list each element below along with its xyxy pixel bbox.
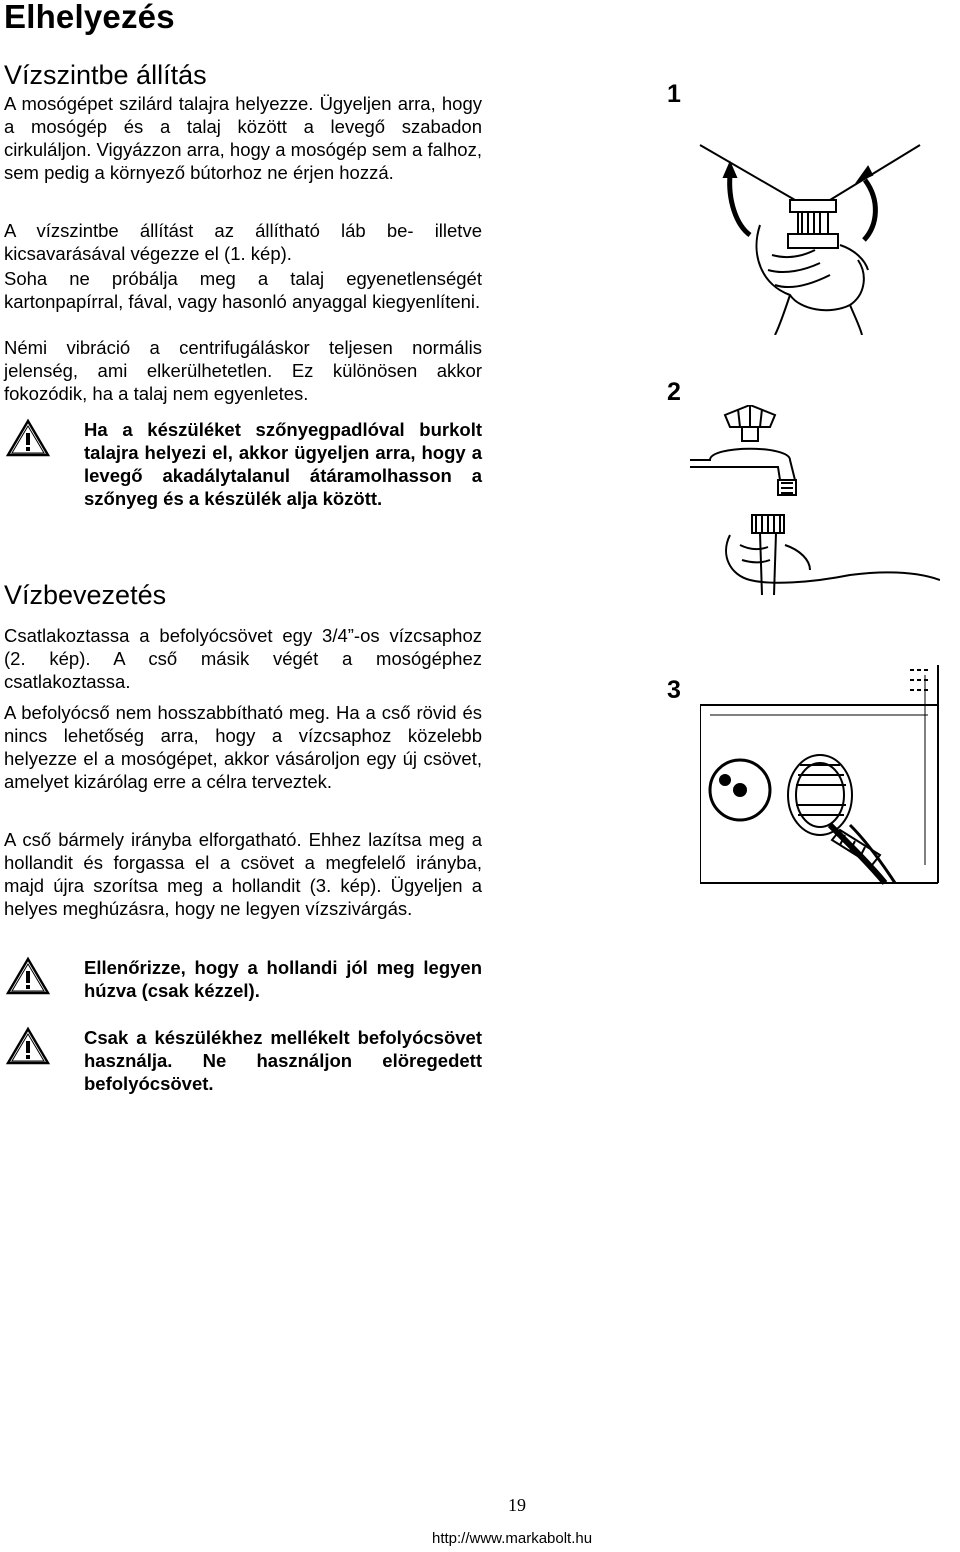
figure-hose-connection-illustration [700, 665, 940, 885]
section-heading-leveling: Vízszintbe állítás [4, 60, 207, 90]
footer-url[interactable]: http://www.markabolt.hu [432, 1530, 593, 1547]
figure-number: 1 [667, 80, 681, 108]
warning-triangle-icon [6, 1026, 50, 1066]
paragraph-no-cardboard: Soha ne próbálja meg a talaj egyenetlenségét kartonpapírral, fával, vagy hasonló anyaggal kiegyenlíteni. [4, 268, 482, 312]
page-number: 19 [508, 1495, 526, 1515]
page-title: Elhelyezés [4, 0, 175, 35]
paragraph-placement: A mosógépet szilárd talajra helyezze. Ügyeljen arra, hogy a mosógép és a talaj között a levegő szabadon cirkuláljon. Vigyázzon arra, hogy a mosógép sem a falhoz, sem pedig a környező bútorhoz ne érjen hozzá. [4, 93, 482, 183]
section-heading-water-inlet: Vízbevezetés [4, 580, 167, 610]
warning-triangle-icon [6, 956, 50, 996]
paragraph-connect-hose: Csatlakoztassa a befolyócsövet egy 3/4”-os vízcsaphoz (2. kép). A cső másik végét a mosógéphez csatlakoztassa. [4, 625, 482, 692]
warning-tighten-by-hand: Ellenőrizze, hogy a hollandi jól meg legyen húzva (csak kézzel). [84, 957, 482, 1001]
figure-leveling-foot-illustration [690, 105, 940, 335]
paragraph-leveling-feet: A vízszintbe állítást az állítható láb be- illetve kicsavarásával végezze el (1. kép). [4, 220, 482, 264]
paragraph-hose-extension: A befolyócső nem hosszabbítható meg. Ha a cső rövid és nincs lehetőség arra, hogy a vízcsaphoz közelebb helyezze el a mosógépet, akkor vásároljon egy új csövet, amelyet kizárólag erre a célra terveztek. [4, 702, 482, 792]
paragraph-vibration: Némi vibráció a centrifugáláskor teljesen normális jelenség, ami elkerülhetetlen. Ez különösen akkor fokozódik, ha a talaj nem egyenletes. [4, 337, 482, 404]
figure-number: 2 [667, 378, 681, 406]
warning-triangle-icon [6, 418, 50, 458]
warning-carpet: Ha a készüléket szőnyegpadlóval burkolt talajra helyezi el, akkor ügyeljen arra, hogy a levegő akadálytalanul átáramolhasson a szőnyeg és a készülék alja között. [84, 419, 482, 509]
figure-number: 3 [667, 676, 681, 704]
warning-use-supplied-hose: Csak a készülékhez mellékelt befolyócsövet használja. Ne használjon elöregedett befolyócsövet. [84, 1027, 482, 1094]
paragraph-hose-rotation: A cső bármely irányba elforgatható. Ehhez lazítsa meg a hollandit és forgassa el a csövet a megfelelő irányba, majd újra szorítsa meg a hollandit (3. kép). Ügyeljen a helyes meghúzásra, hogy ne legyen vízszivárgás. [4, 829, 482, 919]
figure-water-tap-illustration [690, 405, 940, 595]
